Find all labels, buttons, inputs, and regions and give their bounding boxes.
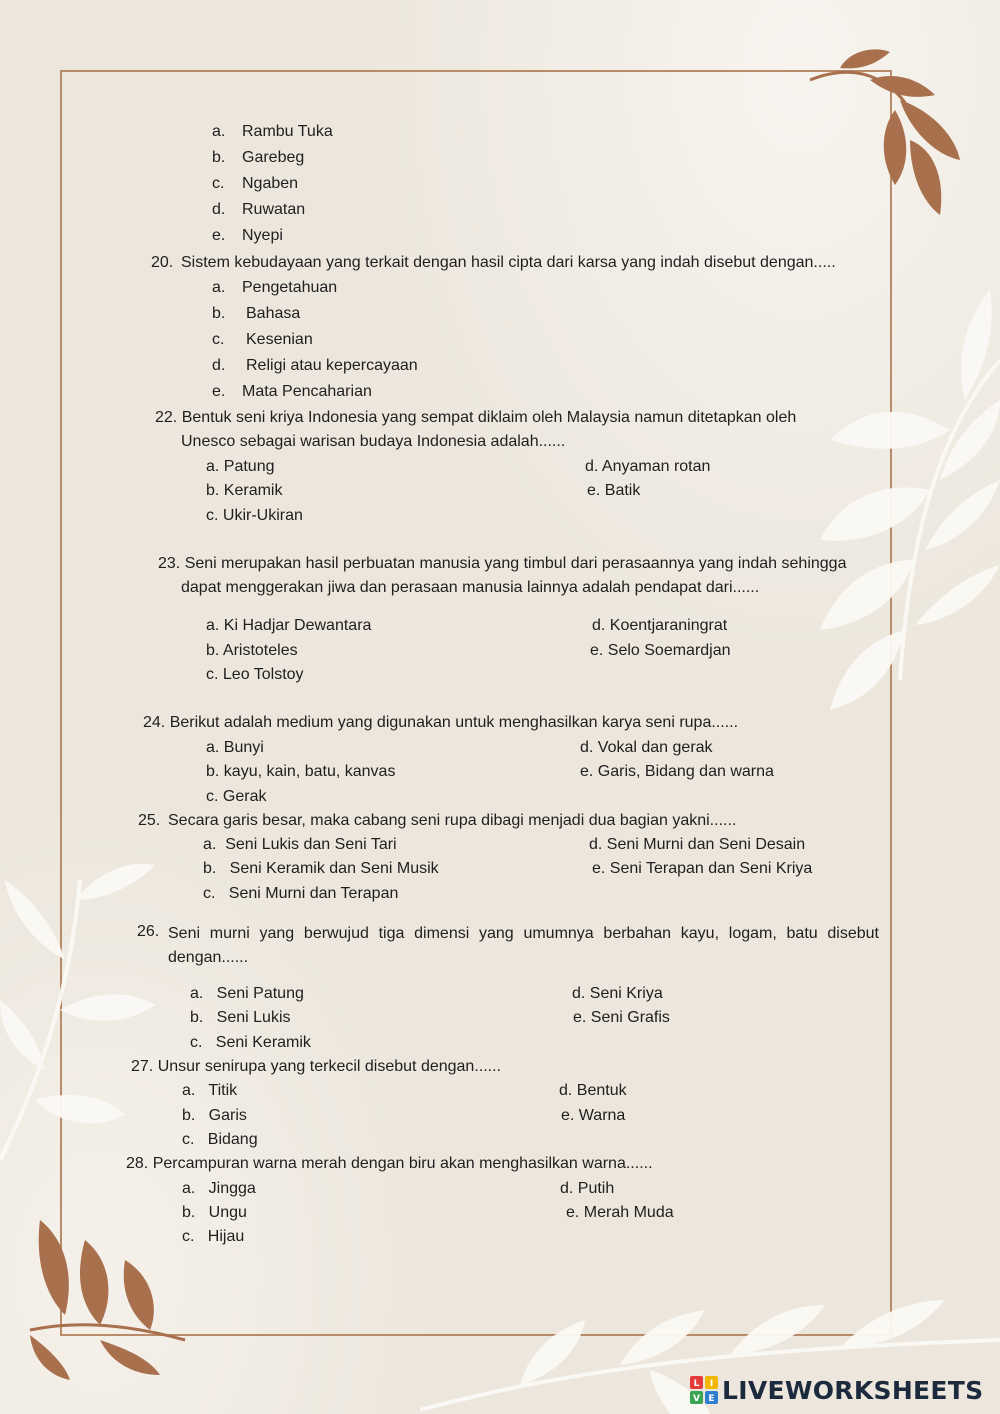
option-d: d. Putih: [560, 1180, 615, 1197]
option-a: a. Jingga: [182, 1180, 256, 1197]
option-d: d. Seni Kriya: [572, 985, 663, 1002]
question-text: Seni murni yang berwujud tiga dimensi yang umumnya berbahan kayu, logam, batu disebut dengan......: [168, 925, 879, 966]
option-b: b. Ungu: [182, 1204, 247, 1221]
question-text: 27. Unsur senirupa yang terkecil disebut dengan......: [131, 1058, 501, 1075]
brand-text: LIVEWORKSHEETS: [722, 1375, 984, 1405]
option-d: d. Koentjaraningrat: [592, 617, 728, 634]
question-text: 24. Berikut adalah medium yang digunakan untuk menghasilkan karya seni rupa......: [143, 714, 739, 731]
option-b: b. Seni Keramik dan Seni Musik: [203, 860, 439, 877]
option-e: e. Mata Pencaharian: [212, 383, 372, 400]
liveworksheets-logo-icon: [690, 1376, 718, 1404]
option-c: c. Kesenian: [212, 331, 313, 348]
white-leaves-left-icon: [0, 840, 200, 1170]
option-c: c. Ngaben: [212, 175, 299, 192]
option-e: e. Batik: [587, 482, 641, 499]
option-b: b. Garis: [182, 1107, 247, 1124]
option-d: d. Seni Murni dan Seni Desain: [589, 836, 806, 853]
option-e: e. Seni Grafis: [573, 1009, 670, 1026]
option-d: d. Ruwatan: [212, 201, 306, 218]
brown-leaves-bottom-icon: [10, 1200, 200, 1380]
option-c: c. Bidang: [182, 1131, 258, 1148]
option-c: c. Leo Tolstoy: [206, 666, 304, 683]
question-text-line-2: dapat menggerakan jiwa dan perasaan manusia lainnya adalah pendapat dari......: [181, 579, 760, 596]
svg-text:L: L: [693, 1379, 700, 1389]
option-a: a. Seni Patung: [190, 985, 304, 1002]
svg-text:I: I: [709, 1379, 714, 1389]
option-d: d. Vokal dan gerak: [580, 739, 713, 756]
question-text: 20. Sistem kebudayaan yang terkait dengan hasil cipta dari karsa yang indah disebut dengan.....: [151, 254, 836, 271]
svg-text:V: V: [693, 1394, 700, 1404]
option-e: e. Warna: [561, 1107, 626, 1124]
option-c: c. Hijau: [182, 1228, 245, 1245]
option-b: b. Keramik: [206, 482, 283, 499]
question-text-line-1: 22. Bentuk seni kriya Indonesia yang sempat diklaim oleh Malaysia namun ditetapkan oleh: [155, 409, 797, 426]
option-e: e. Seni Terapan dan Seni Kriya: [592, 860, 813, 877]
question-text: 28. Percampuran warna merah dengan biru akan menghasilkan warna......: [126, 1155, 653, 1172]
option-c: c. Seni Murni dan Terapan: [203, 885, 399, 902]
option-d: d. Bentuk: [559, 1082, 627, 1099]
option-d: d. Anyaman rotan: [585, 458, 711, 475]
option-c: c. Seni Keramik: [190, 1034, 311, 1051]
option-e: e. Garis, Bidang dan warna: [580, 763, 774, 780]
option-a: a. Patung: [206, 458, 275, 475]
option-e: e. Nyepi: [212, 227, 283, 244]
question-number: 26.: [137, 923, 160, 940]
option-d: d. Religi atau kepercayaan: [212, 357, 418, 374]
svg-text:E: E: [708, 1394, 715, 1404]
option-a: a. Seni Lukis dan Seni Tari: [203, 836, 397, 853]
option-c: c. Gerak: [206, 788, 267, 805]
option-b: b. Aristoteles: [206, 642, 298, 659]
white-fern-leaves-icon: [790, 280, 1000, 980]
option-e: e. Merah Muda: [566, 1204, 674, 1221]
brown-leaf-branch-icon: [800, 40, 970, 260]
question-text: 25. Secara garis besar, maka cabang seni rupa dibagi menjadi dua bagian yakni......: [138, 812, 737, 829]
option-e: e. Selo Soemardjan: [590, 642, 731, 659]
question-text-line-1: 23. Seni merupakan hasil perbuatan manusia yang timbul dari perasaannya yang indah sehingga: [158, 555, 847, 572]
option-a: a. Pengetahuan: [212, 279, 338, 296]
question-text-line-2: Unesco sebagai warisan budaya Indonesia adalah......: [181, 433, 566, 450]
option-a: a. Bunyi: [206, 739, 264, 756]
option-a: a. Rambu Tuka: [212, 123, 333, 140]
option-b: b. Bahasa: [212, 305, 301, 322]
option-a: a. Ki Hadjar Dewantara: [206, 617, 372, 634]
option-c: c. Ukir-Ukiran: [206, 507, 303, 524]
option-a: a. Titik: [182, 1082, 238, 1099]
option-b: b. Garebeg: [212, 149, 305, 166]
option-b: b. Seni Lukis: [190, 1009, 291, 1026]
option-b: b. kayu, kain, batu, kanvas: [206, 763, 396, 780]
liveworksheets-brand[interactable]: [690, 1372, 983, 1408]
